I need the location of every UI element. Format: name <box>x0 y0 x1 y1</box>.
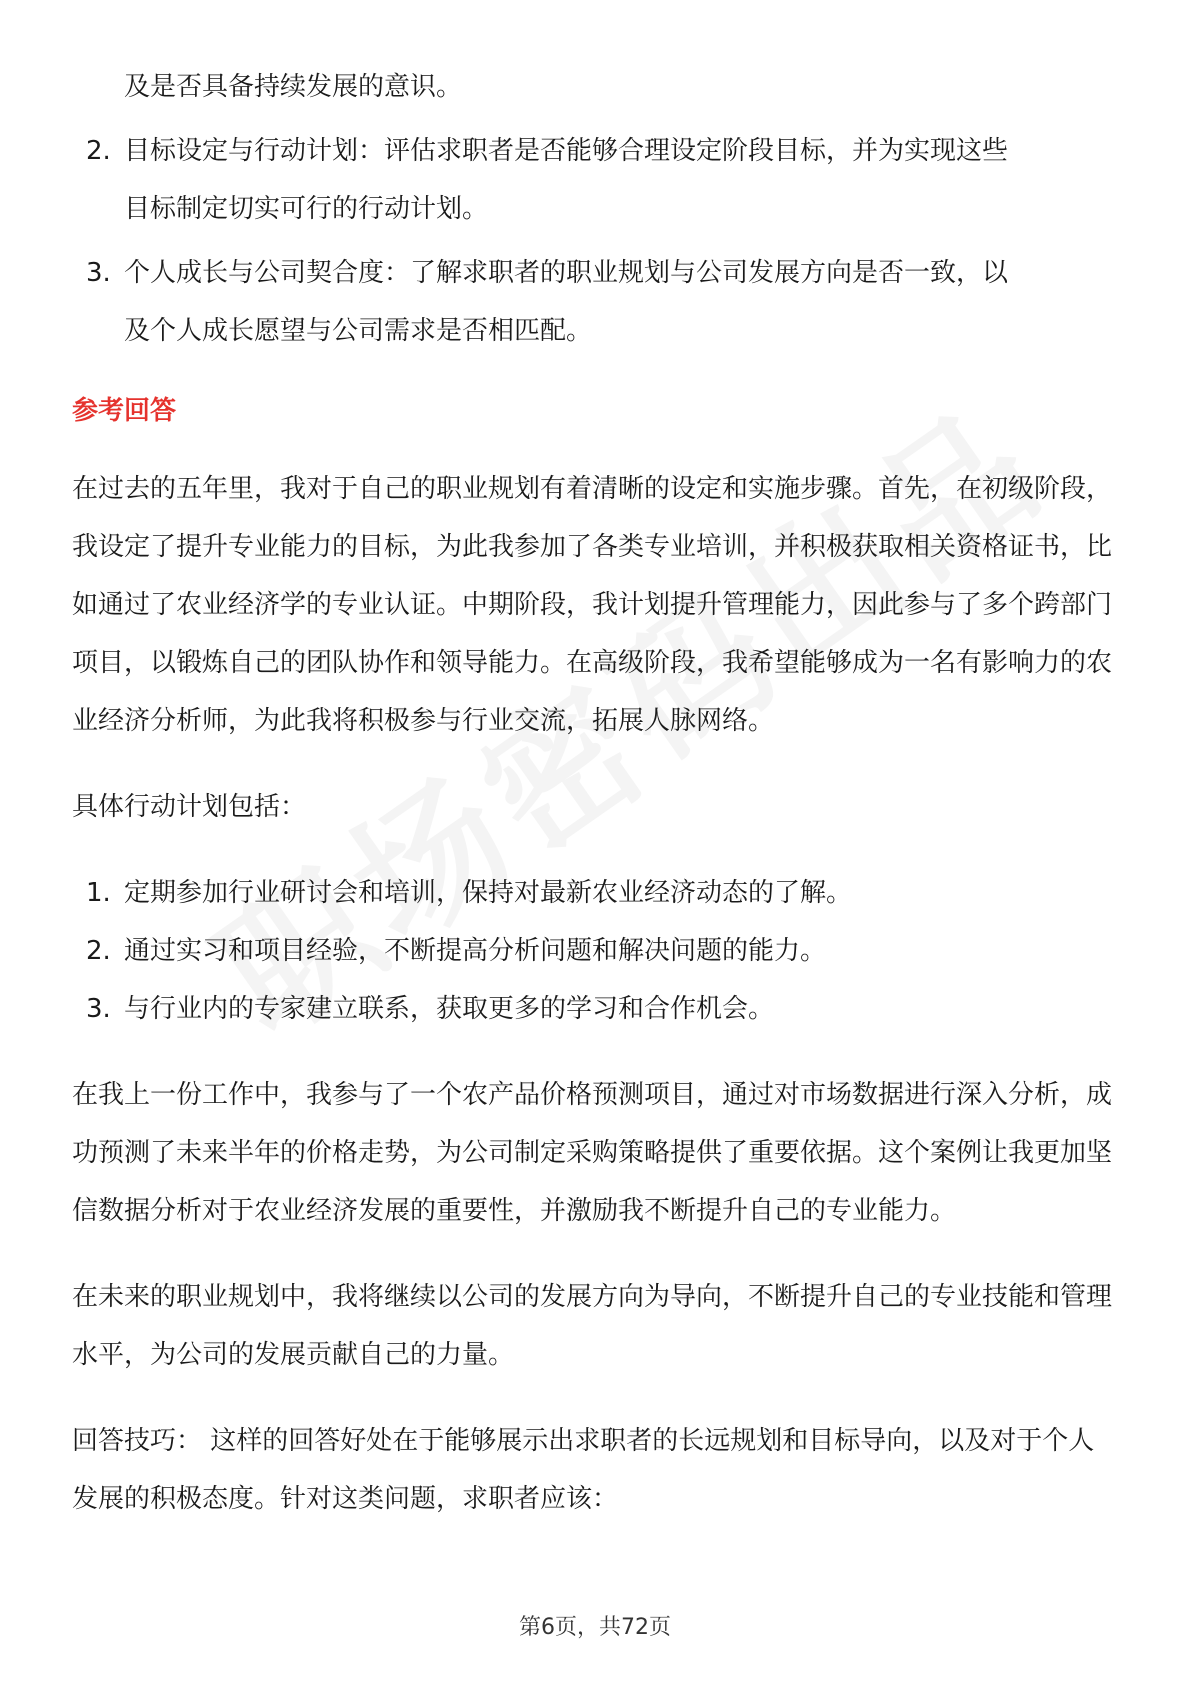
list-number: 3. <box>86 258 111 288</box>
future-paragraph: 在未来的职业规划中，我将继续以公司的发展方向为导向，不断提升自己的专业技能和管理水平，为公司的发展贡献自己的力量。 <box>72 1282 1113 1370</box>
list-number: 2. <box>86 936 111 966</box>
list-item-continuation: 及是否具备持续发展的意识。 <box>124 72 463 102</box>
list-item-line: 个人成长与公司契合度：了解求职者的职业规划与公司发展方向是否一致，以 <box>124 258 1009 288</box>
page-content <box>72 58 1118 1528</box>
list-item-text: 与行业内的专家建立联系，获取更多的学习和合作机会。 <box>124 994 775 1024</box>
list-item-line: 及个人成长愿望与公司需求是否相匹配。 <box>124 316 593 346</box>
list-item-line: 目标制定切实可行的行动计划。 <box>124 194 489 224</box>
list-number: 1. <box>86 878 111 908</box>
list-item-line: 目标设定与行动计划：评估求职者是否能够合理设定阶段目标，并为实现这些 <box>124 136 1009 166</box>
tips-paragraph: 回答技巧： 这样的回答好处在于能够展示出求职者的长远规划和目标导向，以及对于个人发展的积极态度。针对这类问题，求职者应该： <box>72 1426 1095 1514</box>
case-paragraph: 在我上一份工作中，我参与了一个农产品价格预测项目，通过对市场数据进行深入分析，成功预测了未来半年的价格走势，为公司制定采购策略提供了重要依据。这个案例让我更加坚信数据分析对于农业经济发展的重要性，并激励我不断提升自己的专业能力。 <box>72 1080 1113 1226</box>
list-number: 2. <box>86 136 111 166</box>
list-item <box>72 122 1118 238</box>
list-item <box>72 244 1118 360</box>
page-number: 第6页，共72页 <box>519 1615 671 1640</box>
plan-intro: 具体行动计划包括： <box>72 792 307 822</box>
list-item <box>72 922 1118 980</box>
section-heading: 参考回答 <box>72 396 177 426</box>
criteria-list <box>72 122 1118 360</box>
list-item-text: 通过实习和项目经验，不断提高分析问题和解决问题的能力。 <box>124 936 827 966</box>
plan-list <box>72 864 1118 1038</box>
list-item-text: 定期参加行业研讨会和培训，保持对最新农业经济动态的了解。 <box>124 878 853 908</box>
list-item <box>72 864 1118 922</box>
answer-paragraph: 在过去的五年里，我对于自己的职业规划有着清晰的设定和实施步骤。首先，在初级阶段，我设定了提升专业能力的目标，为此我参加了各类专业培训，并积极获取相关资格证书，比如通过了农业经济学的专业认证。中期阶段，我计划提升管理能力，因此参与了多个跨部门项目，以锻炼自己的团队协作和领导能力。在高级阶段，我希望能够成为一名有影响力的农业经济分析师，为此我将积极参与行业交流，拓展人脉网络。 <box>72 474 1113 736</box>
list-number: 3. <box>86 994 111 1024</box>
list-item <box>72 980 1118 1038</box>
